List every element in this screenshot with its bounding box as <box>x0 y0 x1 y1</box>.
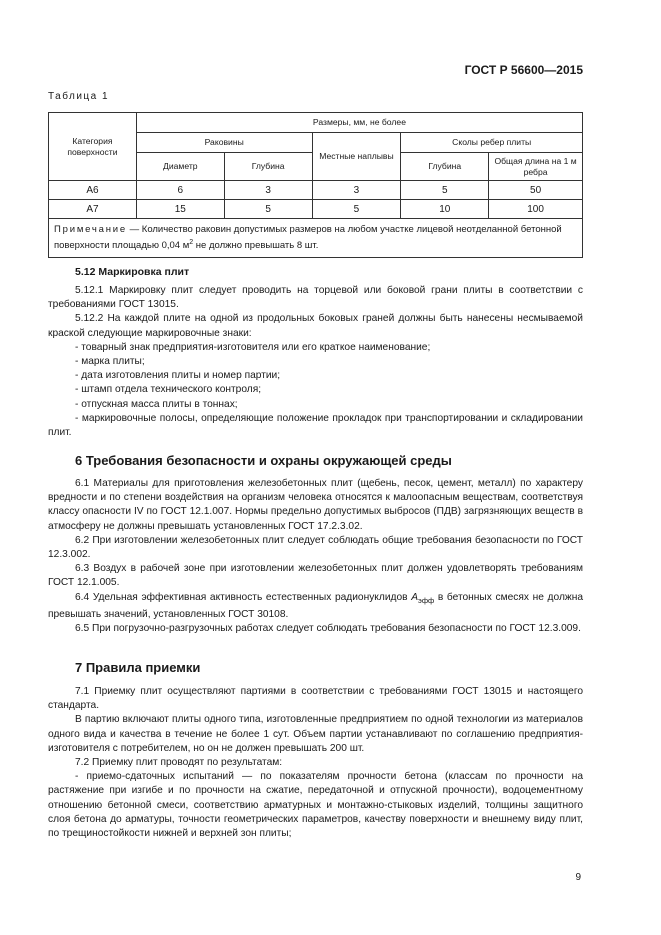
table-note <box>49 219 583 258</box>
cell-local: 3 <box>312 181 401 200</box>
sizes-header: Размеры, мм, не более <box>136 113 582 133</box>
list-item: - товарный знак предприятия-изготовителя или его краткое наименование; <box>75 341 431 353</box>
cell-chip-length: 50 <box>489 181 583 200</box>
symbol: А <box>411 591 418 603</box>
list-item: - отпускная масса плиты в тоннах; <box>75 398 238 410</box>
paragraph: 6.3 Воздух в рабочей зоне при изготовлении железобетонных плит должен удовлетворять требованиям ГОСТ 12.1.005. <box>48 563 583 589</box>
document-id: ГОСТ Р 56600—2015 <box>464 63 583 77</box>
cell-diameter: 15 <box>136 200 224 219</box>
paragraph: 6.5 При погрузочно-разгрузочных работах следует соблюдать требования безопасности по ГОСТ 12.3.009. <box>75 623 581 635</box>
paragraph: 7.2 Приемку плит проводят по результатам: <box>75 757 283 769</box>
defects-table <box>48 112 583 258</box>
table-row <box>49 181 583 200</box>
cell-chip-length: 100 <box>489 200 583 219</box>
cell-chip-depth: 5 <box>401 181 489 200</box>
col-chip-depth-header: Глубина <box>401 153 489 181</box>
section-heading-6: 6 Требования безопасности и охраны окружающей среды <box>75 453 452 468</box>
cell-depth: 3 <box>224 181 312 200</box>
cell-diameter: 6 <box>136 181 224 200</box>
paragraph: 6.2 При изготовлении железобетонных плит следует соблюдать общие требования безопасности по ГОСТ 12.3.002. <box>48 534 583 561</box>
note-text: — Количество раковин допустимых размеров на любом участке лицевой неотделанной бетонной поверхности площадью 0,04 м <box>54 224 562 252</box>
note-text-end: не должно превышать 8 шт. <box>193 240 319 252</box>
table-caption: Таблица 1 <box>48 91 110 102</box>
paragraph <box>48 591 583 622</box>
section-heading-7: 7 Правила приемки <box>75 660 201 675</box>
paragraph: В партию включают плиты одного типа, изготовленные предприятием по одной технологии из материалов одного вида и качества в течение не более 1 сут. Объем партии устанавливают по соглашению предприятия-изготовителя с потребителем, но он не должен превышать 200 шт. <box>48 714 583 754</box>
section-7-body <box>48 685 583 841</box>
cell-local: 5 <box>312 200 401 219</box>
cell-chip-depth: 10 <box>401 200 489 219</box>
symbol-sub: эфф <box>418 595 435 605</box>
cell-category: А6 <box>49 181 137 200</box>
list-item: - дата изготовления плиты и номер партии; <box>75 370 281 382</box>
text: 6.4 Удельная эффективная активность естественных радионуклидов <box>75 591 412 603</box>
paragraph: 5.12.1 Маркировку плит следует проводить на торцевой или боковой грани плиты в соответствии с требованиями ГОСТ 13015. <box>48 285 583 311</box>
text: в бетонных смесях не должна превышать значений, установленных ГОСТ 30108. <box>48 591 583 620</box>
col-diameter-header: Диаметр <box>136 153 224 181</box>
note-label: Примечание <box>54 224 127 235</box>
list-item: - маркировочные полосы, определяющие положение прокладок при транспортировании и складировании плит. <box>48 412 583 439</box>
section-5-12-body <box>48 284 583 440</box>
list-item: - марка плиты; <box>75 356 145 368</box>
col-category-header: Категория поверхности <box>49 113 137 181</box>
cell-depth: 5 <box>224 200 312 219</box>
col-chip-length-header: Общая длина на 1 м ребра <box>489 153 583 181</box>
col-local-header: Местные наплывы <box>312 133 401 181</box>
section-6-body <box>48 477 583 636</box>
cell-category: А7 <box>49 200 137 219</box>
chips-group-header: Сколы ребер плиты <box>401 133 583 153</box>
paragraph: 7.1 Приемку плит осуществляют партиями в соответствии с требованиями ГОСТ 13015 и настоящего стандарта. <box>48 686 583 712</box>
paragraph: - приемо-сдаточных испытаний — по показателям прочности бетона (классам по прочности на растяжение при изгибе и по прочности на сжатие, передаточной и отпускной прочности), водоцементному отношению бетонной смеси, соответствию арматурных и монтажно-стыковых изделий, толщины защитного слоя бетона до арматуры, точности геометрических параметров, качеству поверхности и внешнему виду плит, по трещиностойкости нижней и верхней зон плиты; <box>48 771 583 840</box>
page-number: 9 <box>575 872 581 883</box>
section-heading-5-12: 5.12 Маркировка плит <box>75 266 190 278</box>
paragraph: 6.1 Материалы для приготовления железобетонных плит (щебень, песок, цемент, металл) по характеру вредности и по степени воздействия на организм человека относятся к малоопасным веществам, соответствуя классу опасности IV по ГОСТ 12.1.007. Нормы предельно допустимых выбросов (ПДВ) загрязняющих веществ в атмосферу не должны превышать установленных ГОСТ 17.2.3.02. <box>48 478 583 532</box>
note-sup: 2 <box>189 239 194 246</box>
paragraph: 5.12.2 На каждой плите на одной из продольных боковых граней должны быть нанесены несмываемой краской следующие маркировочные знаки: <box>48 313 583 339</box>
table-row <box>49 200 583 219</box>
list-item: - штамп отдела технического контроля; <box>75 384 262 396</box>
pits-group-header: Раковины <box>136 133 312 153</box>
col-depth-header: Глубина <box>224 153 312 181</box>
